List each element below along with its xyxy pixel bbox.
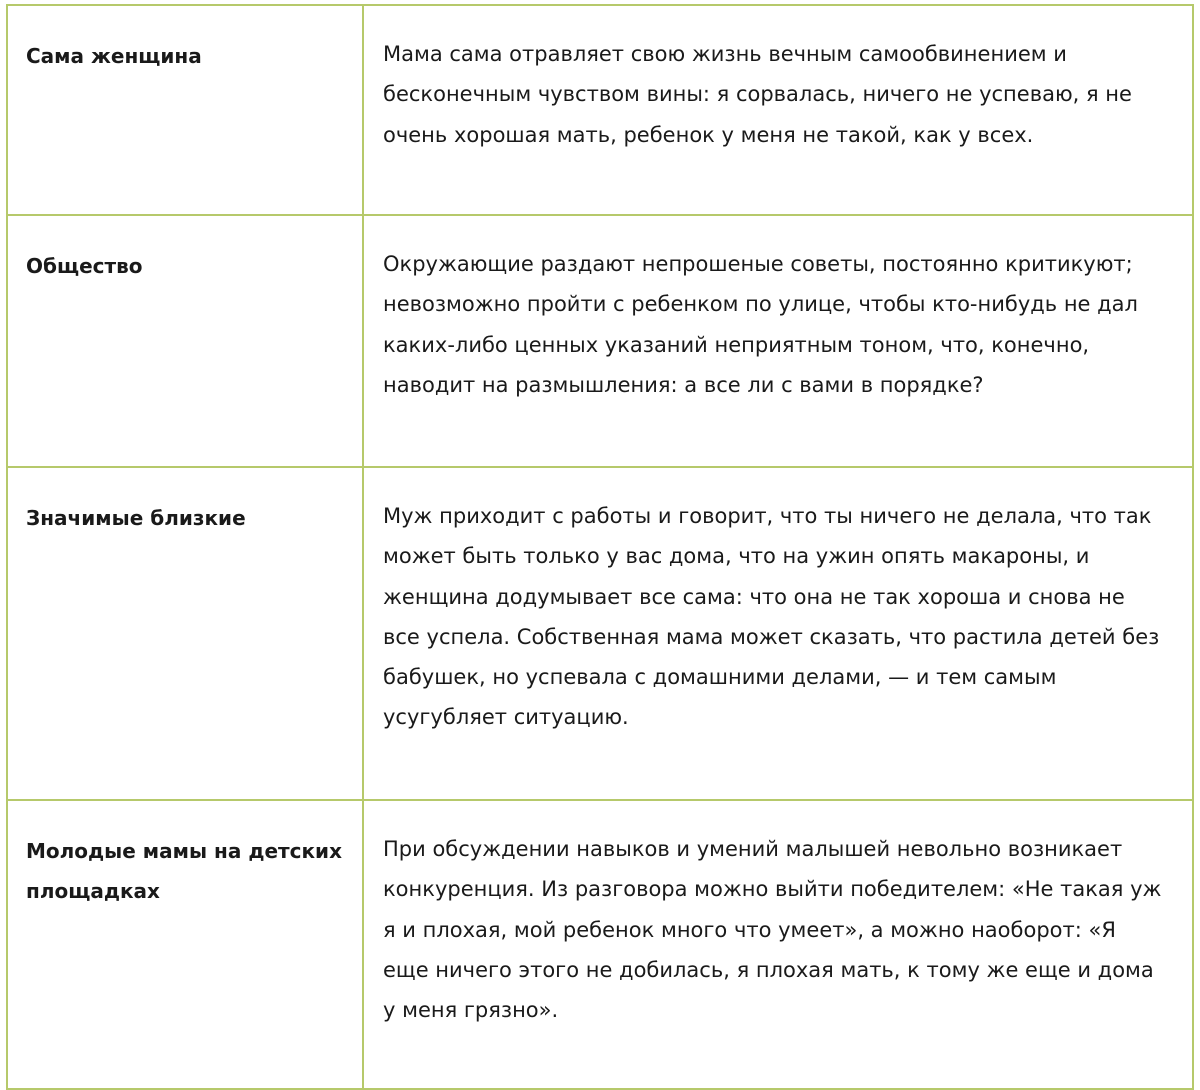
row-label: Значимые близкие <box>7 467 363 800</box>
table-row <box>7 215 1193 467</box>
table-row <box>7 467 1193 800</box>
row-description: Мама сама отравляет свою жизнь вечным самообвинением и бесконечным чувством вины: я сорвалась, ничего не успеваю, я не очень хорошая мать, ребенок у меня не такой, как у всех. <box>363 5 1193 215</box>
row-label: Молодые мамы на детских площадках <box>7 800 363 1089</box>
row-description: При обсуждении навыков и умений малышей невольно возникает конкуренция. Из разговора можно выйти победителем: «Не такая уж я и плохая, мой ребенок много что умеет», а можно наоборот: «Я еще ничего этого не добилась, я плохая мать, к тому же еще и дома у меня грязно». <box>363 800 1193 1089</box>
pressure-sources-table <box>6 4 1194 1090</box>
row-description: Окружающие раздают непрошеные советы, постоянно критикуют; невозможно пройти с ребенком по улице, чтобы кто-нибудь не дал каких-либо ценных указаний неприятным тоном, что, конечно, наводит на размышления: а все ли с вами в порядке? <box>363 215 1193 467</box>
table-row <box>7 800 1193 1089</box>
table-row <box>7 5 1193 215</box>
row-description: Муж приходит с работы и говорит, что ты ничего не делала, что так может быть только у вас дома, что на ужин опять макароны, и женщина додумывает все сама: что она не так хороша и снова не все успела. Собственная мама может сказать, что растила детей без бабушек, но успевала с домашними делами, — и тем самым усугубляет ситуацию. <box>363 467 1193 800</box>
row-label: Сама женщина <box>7 5 363 215</box>
row-label: Общество <box>7 215 363 467</box>
